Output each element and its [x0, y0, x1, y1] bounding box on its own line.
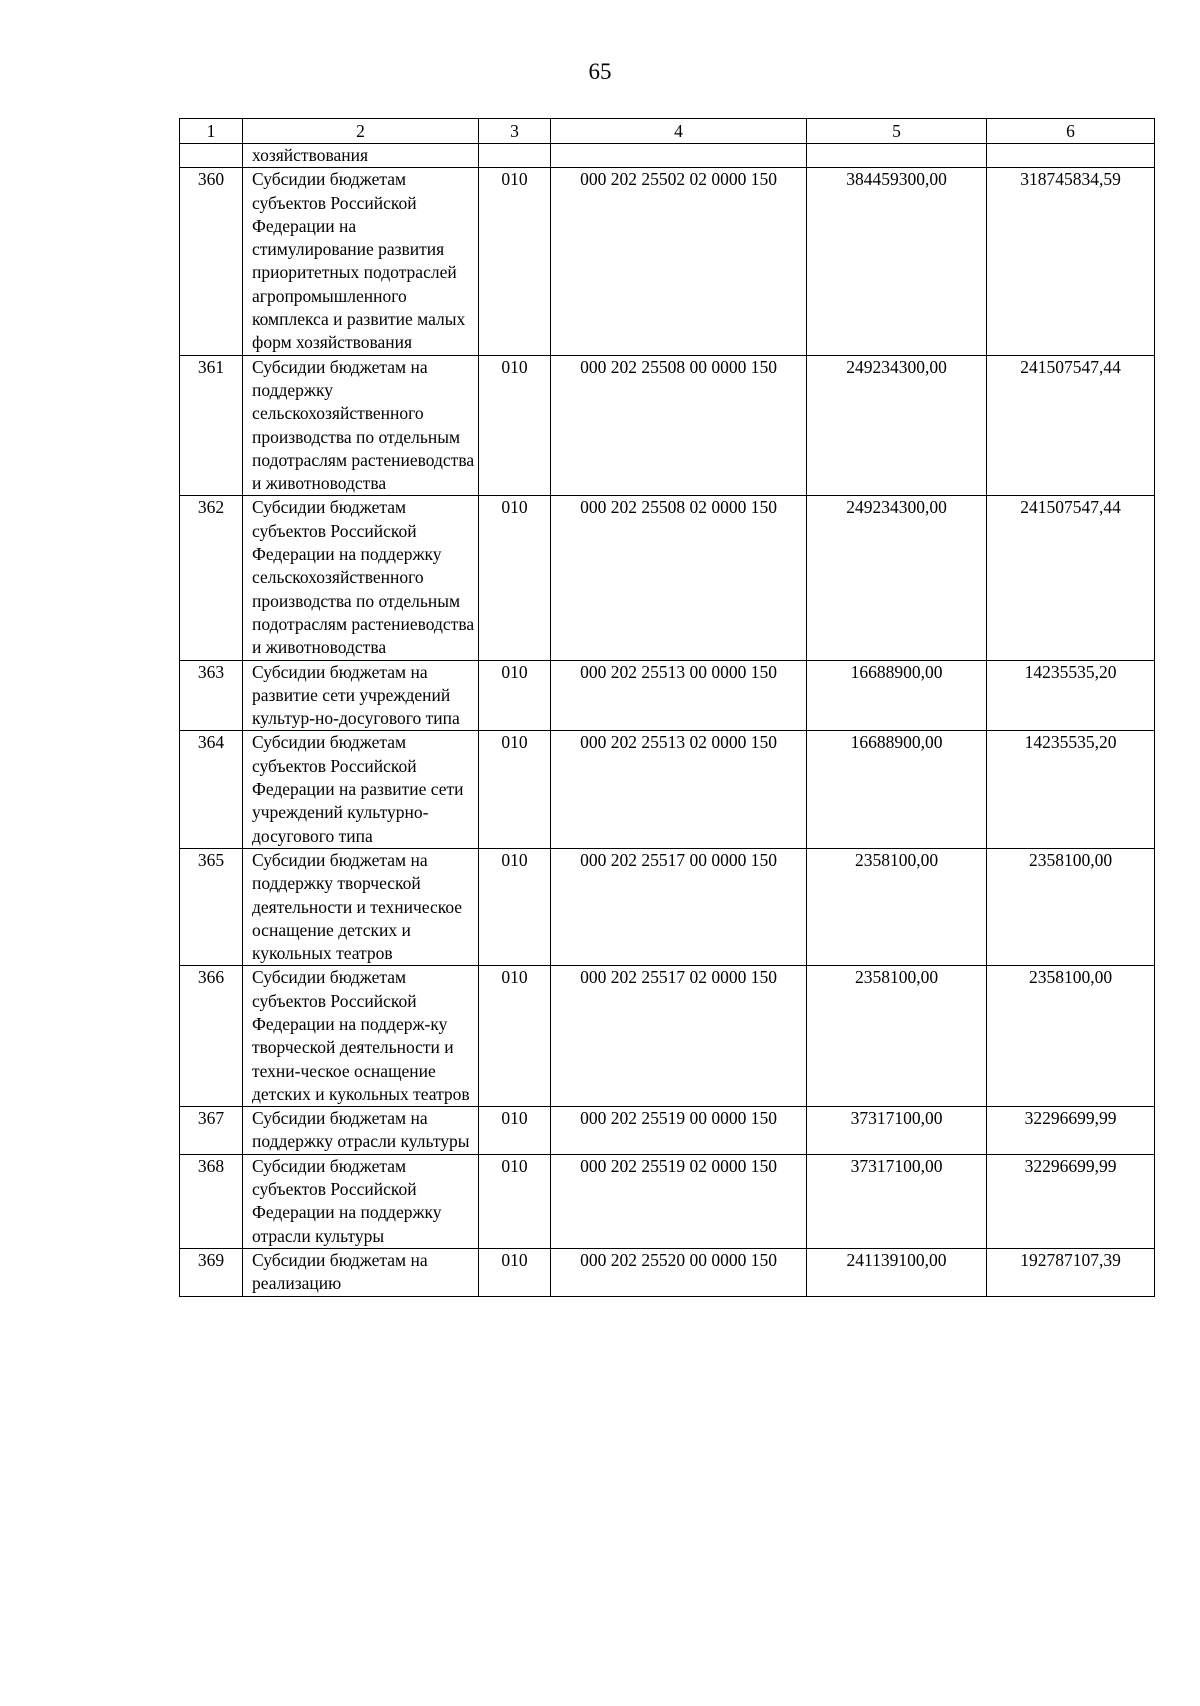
table-row: [180, 144, 1155, 168]
table-row: [180, 966, 1155, 1107]
column-number-6: 6: [987, 119, 1155, 144]
row-budget-code: 000 202 25502 02 0000 150: [551, 168, 807, 355]
row-approved-amount: 37317100,00: [807, 1154, 987, 1248]
row-admin-code: 010: [479, 731, 551, 848]
row-name: Субсидии бюджетам субъектов Российской Федерации на развитие сети учреждений культурно-досугового типа: [243, 731, 479, 848]
page-number: 65: [588, 59, 612, 84]
row-admin-code: 010: [479, 496, 551, 660]
row-executed-amount: 241507547,44: [987, 355, 1155, 496]
row-admin-code: 010: [479, 848, 551, 965]
row-number: 369: [180, 1248, 243, 1296]
row-executed-amount: 32296699,99: [987, 1154, 1155, 1248]
row-name: Субсидии бюджетам субъектов Российской Федерации на поддержку сельскохозяйственного производства по отдельным подотраслям растениеводства и животноводства: [243, 496, 479, 660]
row-admin-code: [479, 144, 551, 168]
row-executed-amount: [987, 144, 1155, 168]
row-executed-amount: 2358100,00: [987, 966, 1155, 1107]
table-body: [180, 144, 1155, 1297]
row-admin-code: 010: [479, 660, 551, 731]
row-executed-amount: 2358100,00: [987, 848, 1155, 965]
row-executed-amount: 241507547,44: [987, 496, 1155, 660]
row-name: Субсидии бюджетам субъектов Российской Федерации на поддерж-ку творческой деятельности и техни-ческое оснащение детских и кукольных театров: [243, 966, 479, 1107]
column-number-1: 1: [180, 119, 243, 144]
row-approved-amount: 384459300,00: [807, 168, 987, 355]
table-row: [180, 168, 1155, 355]
row-admin-code: 010: [479, 1107, 551, 1155]
row-name: Субсидии бюджетам на поддержку творческой деятельности и техническое оснащение детских и кукольных театров: [243, 848, 479, 965]
row-number: 360: [180, 168, 243, 355]
row-approved-amount: 16688900,00: [807, 731, 987, 848]
column-number-4: 4: [551, 119, 807, 144]
row-admin-code: 010: [479, 355, 551, 496]
budget-execution-table: [179, 118, 1155, 1297]
column-number-3: 3: [479, 119, 551, 144]
row-approved-amount: 249234300,00: [807, 355, 987, 496]
table-header-row: [180, 119, 1155, 144]
row-number: 361: [180, 355, 243, 496]
row-budget-code: 000 202 25517 00 0000 150: [551, 848, 807, 965]
row-name: Субсидии бюджетам субъектов Российской Федерации на поддержку отрасли культуры: [243, 1154, 479, 1248]
row-admin-code: 010: [479, 966, 551, 1107]
table-row: [180, 1154, 1155, 1248]
row-number: 366: [180, 966, 243, 1107]
table-row: [180, 496, 1155, 660]
row-admin-code: 010: [479, 168, 551, 355]
row-name: Субсидии бюджетам на поддержку отрасли культуры: [243, 1107, 479, 1155]
row-budget-code: 000 202 25520 00 0000 150: [551, 1248, 807, 1296]
row-number: 364: [180, 731, 243, 848]
table-row: [180, 731, 1155, 848]
row-budget-code: [551, 144, 807, 168]
table-row: [180, 1248, 1155, 1296]
row-number: 363: [180, 660, 243, 731]
column-number-5: 5: [807, 119, 987, 144]
row-budget-code: 000 202 25519 02 0000 150: [551, 1154, 807, 1248]
row-approved-amount: 16688900,00: [807, 660, 987, 731]
table-row: [180, 660, 1155, 731]
table-row: [180, 1107, 1155, 1155]
row-name: Субсидии бюджетам на развитие сети учреждений культур-но-досугового типа: [243, 660, 479, 731]
row-budget-code: 000 202 25513 02 0000 150: [551, 731, 807, 848]
row-budget-code: 000 202 25519 00 0000 150: [551, 1107, 807, 1155]
row-number: 367: [180, 1107, 243, 1155]
row-executed-amount: 32296699,99: [987, 1107, 1155, 1155]
row-number: 362: [180, 496, 243, 660]
row-number: 368: [180, 1154, 243, 1248]
row-approved-amount: 249234300,00: [807, 496, 987, 660]
row-executed-amount: 14235535,20: [987, 731, 1155, 848]
row-name: Субсидии бюджетам субъектов Российской Федерации на стимулирование развития приоритетных подотраслей агропромышленного комплекса и развитие малых форм хозяйствования: [243, 168, 479, 355]
row-budget-code: 000 202 25513 00 0000 150: [551, 660, 807, 731]
row-approved-amount: 2358100,00: [807, 966, 987, 1107]
row-number: 365: [180, 848, 243, 965]
row-executed-amount: 318745834,59: [987, 168, 1155, 355]
table-row: [180, 355, 1155, 496]
column-number-2: 2: [243, 119, 479, 144]
row-name: хозяйствования: [243, 144, 479, 168]
row-executed-amount: 14235535,20: [987, 660, 1155, 731]
row-number: [180, 144, 243, 168]
row-budget-code: 000 202 25517 02 0000 150: [551, 966, 807, 1107]
row-admin-code: 010: [479, 1154, 551, 1248]
row-budget-code: 000 202 25508 00 0000 150: [551, 355, 807, 496]
row-approved-amount: 2358100,00: [807, 848, 987, 965]
row-budget-code: 000 202 25508 02 0000 150: [551, 496, 807, 660]
row-name: Субсидии бюджетам на поддержку сельскохозяйственного производства по отдельным подотраслям растениеводства и животноводства: [243, 355, 479, 496]
row-admin-code: 010: [479, 1248, 551, 1296]
table-row: [180, 848, 1155, 965]
row-approved-amount: [807, 144, 987, 168]
row-approved-amount: 241139100,00: [807, 1248, 987, 1296]
row-executed-amount: 192787107,39: [987, 1248, 1155, 1296]
row-name: Субсидии бюджетам на реализацию: [243, 1248, 479, 1296]
row-approved-amount: 37317100,00: [807, 1107, 987, 1155]
